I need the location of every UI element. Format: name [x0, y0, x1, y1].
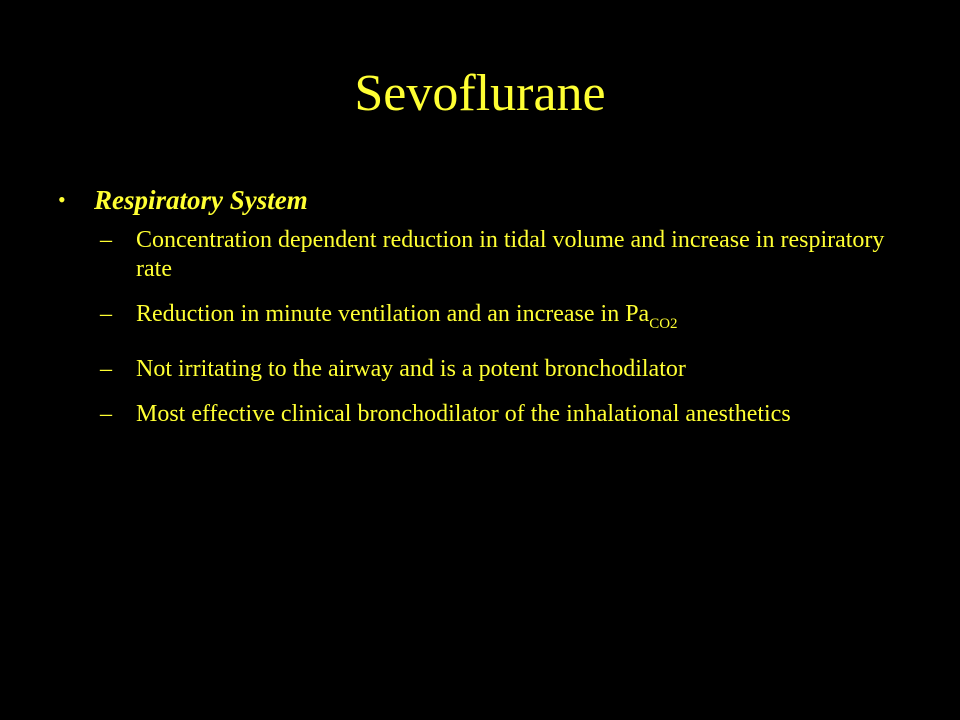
sub-bullet-list	[100, 226, 900, 445]
sub-bullet-text: Most effective clinical bronchodilator of the inhalational anesthetics	[136, 401, 791, 427]
sub-bullet-item	[100, 300, 900, 339]
sub-bullet-item	[100, 226, 900, 284]
dash-marker: –	[100, 227, 112, 253]
sub-bullet-text: Reduction in minute ventilation and an increase in Pa	[136, 301, 650, 327]
sub-bullet-text-wrapper	[136, 300, 900, 339]
bullet-heading: Respiratory System	[94, 185, 308, 215]
sub-bullet-item	[100, 400, 900, 429]
main-bullet	[58, 180, 308, 220]
sub-bullet-text: Concentration dependent reduction in tidal volume and increase in respiratory rate	[136, 227, 885, 282]
subscript-co2: CO2	[649, 316, 678, 332]
sub-bullet-item	[100, 355, 900, 384]
sub-bullet-text: Not irritating to the airway and is a potent bronchodilator	[136, 356, 686, 382]
dash-marker: –	[100, 401, 112, 427]
slide-title: Sevoflurane	[354, 65, 606, 122]
dash-marker: –	[100, 301, 112, 327]
dash-marker: –	[100, 356, 112, 382]
bullet-marker: •	[58, 187, 66, 212]
